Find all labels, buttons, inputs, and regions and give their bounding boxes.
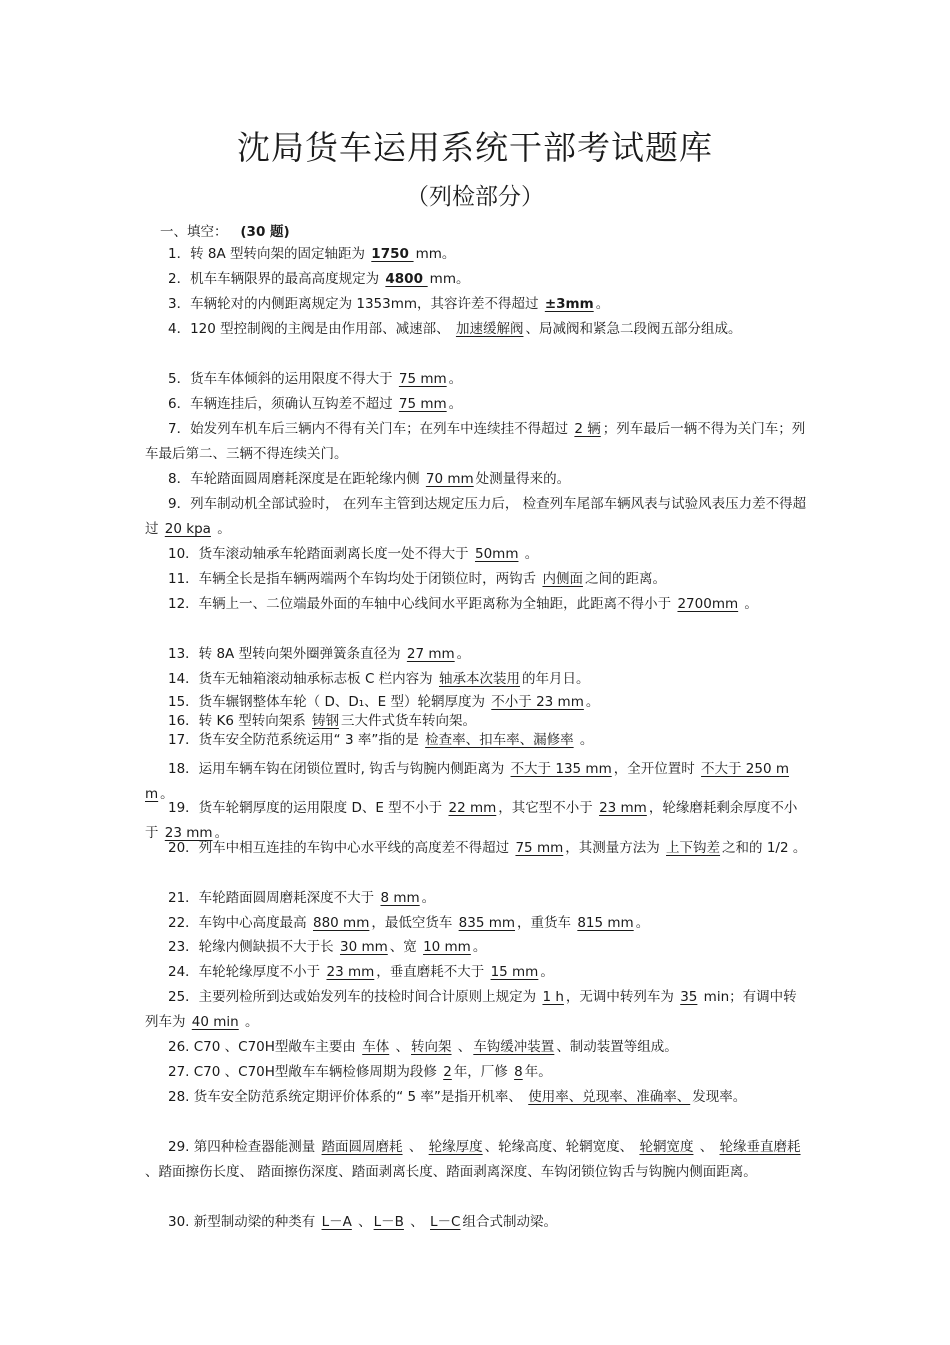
question-text: 、: [391, 1039, 410, 1055]
answer-blank: 4800: [385, 271, 428, 287]
question-text: 2．机车车辆限界的最高高度规定为: [168, 271, 384, 287]
section-count: (30 题): [240, 224, 290, 240]
answer-blank: 30 mm: [339, 939, 388, 955]
answer-blank: 加速缓解阀: [455, 321, 524, 337]
question-text: 。: [214, 824, 229, 841]
question-10: [145, 542, 810, 567]
question-text: 。: [472, 939, 487, 955]
answer-blank: 23 mm: [326, 964, 375, 980]
question-24: [145, 960, 810, 985]
question-text: 、宽: [389, 939, 422, 955]
question-11: [145, 567, 810, 592]
question-text: ，轮缘磨耗剩余厚度不小于: [145, 800, 798, 841]
question-17: [145, 728, 810, 753]
document-title: 沈局货车运用系统干部考试题库: [237, 128, 713, 167]
question-20: [145, 836, 810, 861]
answer-blank: 不大于 135 mm: [510, 761, 612, 777]
question-text: 24．车轮轮缘厚度不小于: [168, 964, 325, 980]
answer-blank: 铸钢: [312, 713, 339, 729]
question-23: [145, 935, 810, 960]
question-text: 、: [695, 1139, 718, 1155]
question-5: [145, 367, 810, 392]
question-3: [145, 292, 810, 317]
question-12: [145, 592, 810, 617]
answer-blank: 70 mm: [425, 471, 474, 487]
question-text: 处测量得来的。: [475, 471, 571, 487]
section-label: 一、填空：: [160, 224, 228, 240]
question-22: [145, 911, 810, 936]
question-4: [145, 317, 810, 342]
question-9: [145, 492, 810, 541]
question-text: 11．车辆全长是指车辆两端两个车钩均处于闭锁位时，两钩舌: [168, 571, 541, 587]
question-text: 之和的 1/2 。: [722, 840, 807, 856]
question-text: 7．始发列车机车后三辆内不得有关门车；在列车中连续挂不得超过: [168, 421, 573, 437]
answer-blank: 内侧面: [542, 571, 583, 587]
question-text: 、局减阀和紧急二段阀五部分组成。: [525, 321, 742, 337]
answer-blank: 不大于 250 mm: [145, 761, 790, 802]
question-text: 。: [540, 964, 554, 980]
question-text: 20．列车中相互连挂的车钩中心水平线的高度差不得超过: [168, 840, 514, 856]
question-text: 。: [160, 785, 174, 802]
answer-blank: 8: [514, 1064, 523, 1080]
question-text: 、: [353, 1214, 372, 1230]
question-text: 之间的距离。: [584, 571, 666, 587]
answer-blank: 22 mm: [448, 800, 497, 816]
answer-blank: 1 h: [542, 989, 564, 1005]
question-text: ，最低空货车: [371, 915, 457, 931]
question-text: 。: [740, 596, 758, 612]
question-29: [145, 1135, 810, 1184]
question-text: 21．车轮踏面圆周磨耗深度不大于: [168, 890, 379, 906]
answer-blank: L－A: [321, 1214, 352, 1230]
question-text: 26. C70 、C70H型敞车主要由: [168, 1039, 361, 1055]
question-text: 、制动装置等组成。: [556, 1039, 678, 1055]
document-subtitle: （列检部分）: [406, 184, 544, 210]
question-text: ，垂直磨耗不大于: [376, 964, 489, 980]
answer-blank: 10 mm: [423, 939, 471, 955]
question-text: 发现率。: [692, 1089, 747, 1105]
answer-blank: 50mm: [474, 546, 519, 562]
answer-blank: 轴承本次装用: [438, 671, 520, 687]
section-heading: [160, 220, 290, 240]
question-text: 15．货车辗钢整体车轮（ D、D₁、E 型）轮辋厚度为: [168, 694, 490, 710]
question-25: [145, 985, 810, 1034]
answer-blank: 车体: [362, 1039, 390, 1055]
answer-blank: 2: [443, 1064, 452, 1080]
question-text: 17．货车安全防范系统运用“ 3 率”指的是: [168, 732, 424, 748]
question-text: 、: [405, 1214, 429, 1230]
answer-blank: 35: [680, 989, 698, 1005]
question-text: ，其它型不小于: [498, 800, 598, 816]
question-30: [145, 1210, 810, 1235]
question-text: 27. C70 、C70H型敞车车辆检修周期为段修: [168, 1064, 442, 1080]
question-21: [145, 886, 810, 911]
answer-blank: 踏面圆周磨耗: [321, 1139, 403, 1155]
answer-blank: 75 mm: [398, 371, 447, 387]
answer-blank: 880 mm: [312, 915, 370, 931]
answer-blank: L－C: [430, 1214, 461, 1230]
question-text: 、踏面擦伤长度、 踏面擦伤深度、踏面剥离长度、踏面剥离深度、车钩闭锁位钩舌与钩腕内侧面距离。: [145, 1163, 757, 1180]
question-28: [145, 1085, 810, 1110]
question-text: 。: [575, 732, 594, 748]
question-text: mm。: [415, 246, 456, 262]
answer-blank: 75 mm: [398, 396, 447, 412]
question-text: 年，厂修: [453, 1064, 513, 1080]
question-7: [145, 417, 810, 466]
question-text: 30. 新型制动梁的种类有: [168, 1214, 320, 1230]
question-1: [145, 242, 810, 267]
question-text: 年。: [524, 1064, 552, 1080]
question-text: mm。: [429, 271, 470, 287]
answer-blank: 不小于 23 mm: [491, 694, 584, 710]
answer-blank: 15 mm: [490, 964, 539, 980]
question-text: 。: [635, 915, 650, 931]
question-26: [145, 1035, 810, 1060]
question-text: 、轮缘高度、轮辋宽度、: [484, 1139, 638, 1155]
question-text: 22．车钩中心高度最高: [168, 915, 311, 931]
question-text: 14．货车无轴箱滚动轴承标志板 C 栏内容为: [168, 671, 437, 687]
answer-blank: ±3mm: [544, 296, 594, 312]
question-text: ，无调中转列车为: [565, 989, 679, 1005]
question-text: 10．货车滚动轴承车轮踏面剥离长度一处不得大于: [168, 546, 473, 562]
answer-blank: 835 mm: [458, 915, 516, 931]
question-text: 、: [404, 1139, 427, 1155]
question-14: [145, 667, 810, 692]
question-6: [145, 392, 810, 417]
question-text: 25．主要列检所到达或始发列车的技检时间合计原则上规定为: [168, 989, 541, 1005]
answer-blank: 75 mm: [515, 840, 564, 856]
question-text: 9．列车制动机全部试验时， 在列车主管到达规定压力后， 检查列车尾部车辆风表与试验风表压力差不得超过: [145, 496, 807, 537]
question-text: 、: [453, 1039, 472, 1055]
question-text: 。: [448, 396, 463, 412]
answer-blank: L－B: [373, 1214, 404, 1230]
question-text: 。: [240, 1013, 259, 1030]
answer-blank: 轮缘厚度: [428, 1139, 483, 1155]
question-8: [145, 467, 810, 492]
question-text: 。: [212, 520, 231, 537]
question-text: 。: [520, 546, 539, 562]
question-text: ，全开位置时: [613, 761, 700, 777]
answer-blank: 转向架: [411, 1039, 452, 1055]
question-text: 4．120 型控制阀的主阀是由作用部、减速部、: [168, 321, 454, 337]
question-text: 8．车轮踏面圆周磨耗深度是在距轮缘内侧: [168, 471, 424, 487]
question-text: 6．车辆连挂后，须确认互钩差不超过: [168, 396, 397, 412]
question-2: [145, 267, 810, 292]
question-text: 16．转 K6 型转向架系: [168, 713, 310, 729]
answer-blank: 40 min: [191, 1013, 239, 1030]
question-text: 13．转 8A 型转向架外圈弹簧条直径为: [168, 646, 405, 662]
question-text: ，其测量方法为: [565, 840, 665, 856]
answer-blank: 2 辆: [574, 421, 601, 437]
answer-blank: 20 kpa: [164, 520, 211, 537]
question-text: 。: [585, 694, 600, 710]
question-text: 组合式制动梁。: [462, 1214, 557, 1230]
question-13: [145, 642, 810, 667]
answer-blank: 27 mm: [406, 646, 455, 662]
question-text: 23．轮缘内侧缺损不大于长: [168, 939, 338, 955]
question-text: min；有调中转列车为: [145, 989, 797, 1030]
answer-blank: 检查率、扣车率、漏修率: [425, 732, 574, 748]
question-text: 12．车辆上一、二位端最外面的车轴中心线间水平距离称为全轴距，此距离不得小于: [168, 596, 676, 612]
question-text: 18．运用车辆车钩在闭锁位置时, 钩舌与钩腕内侧距离为: [168, 761, 509, 777]
answer-blank: 上下钩差: [666, 840, 721, 856]
question-text: 的年月日。: [521, 671, 590, 687]
question-text: 29. 第四种检查器能测量: [168, 1139, 320, 1155]
question-27: [145, 1060, 810, 1085]
question-text: 。: [421, 890, 436, 906]
question-text: ；列车最后一辆不得为关门车；列车最后第二、三辆不得连续关门。: [145, 421, 806, 462]
answer-blank: 轮辋宽度: [639, 1139, 694, 1155]
question-text: 。: [448, 371, 463, 387]
answer-blank: 23 mm: [164, 824, 213, 841]
answer-blank: 1750: [371, 246, 414, 262]
answer-blank: 23 mm: [599, 800, 647, 816]
question-text: 5．货车车体倾斜的运用限度不得大于: [168, 371, 397, 387]
question-text: 19．货车轮辋厚度的运用限度 D、E 型不小于: [168, 800, 447, 816]
question-text: 三大件式货车转向架。: [341, 713, 476, 729]
answer-blank: 8 mm: [380, 890, 420, 906]
answer-blank: 2700mm: [677, 596, 739, 612]
question-text: 28. 货车安全防范系统定期评价体系的“ 5 率”是指开机率、: [168, 1089, 527, 1105]
question-text: ，重货车: [517, 915, 576, 931]
question-text: 。: [595, 296, 610, 312]
answer-blank: 轮缘垂直磨耗: [719, 1139, 801, 1155]
answer-blank: 车钩缓冲装置: [473, 1039, 555, 1055]
question-text: 。: [456, 646, 471, 662]
question-text: 1．转 8A 型转向架的固定轴距为: [168, 246, 370, 262]
answer-blank: 815 mm: [577, 915, 634, 931]
question-text: 3．车辆轮对的内侧距离规定为 1353mm，其容许差不得超过: [168, 296, 543, 312]
answer-blank: 使用率、兑现率、准确率、: [528, 1089, 691, 1105]
